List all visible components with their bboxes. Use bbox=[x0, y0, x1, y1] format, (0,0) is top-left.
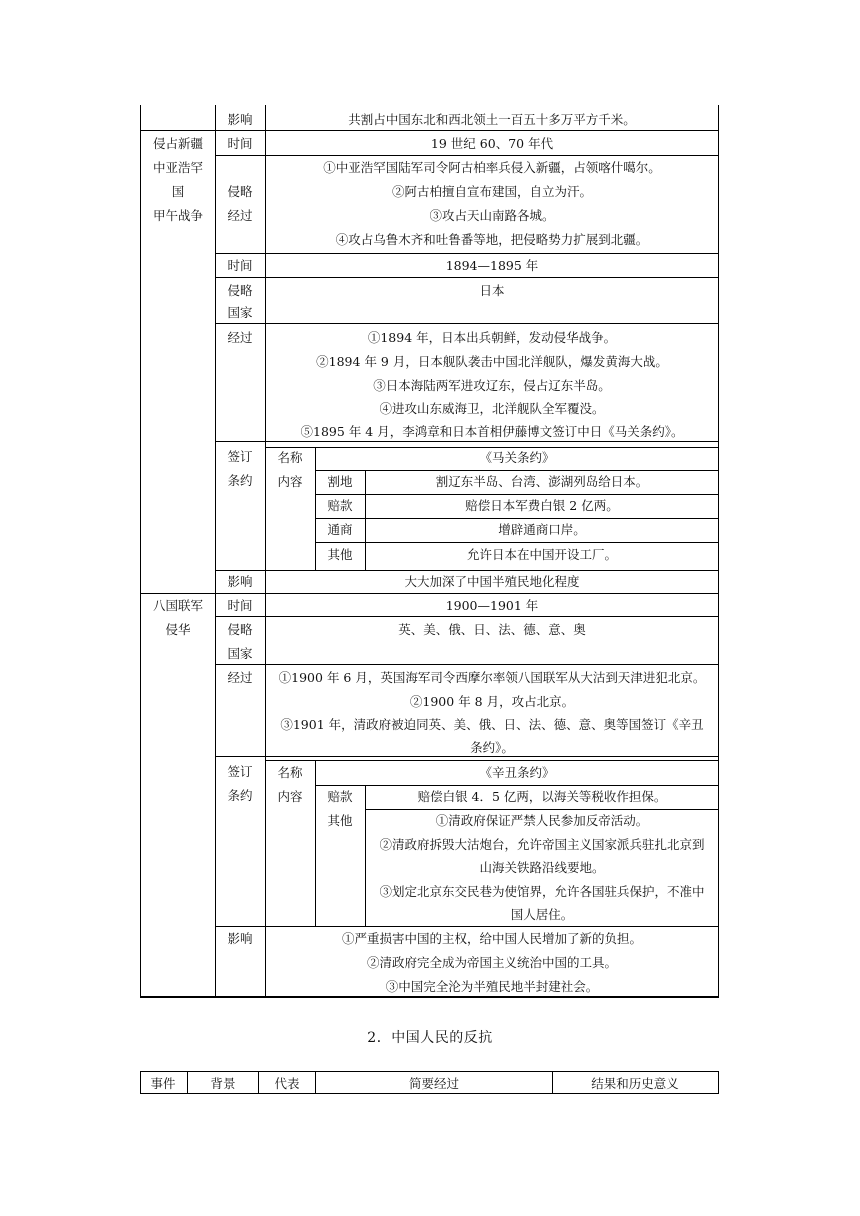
row-label-time: 时间 bbox=[227, 258, 253, 273]
event-name-line: 侵华 bbox=[165, 622, 191, 637]
cell-country: 英、美、俄、日、法、德、意、奥 bbox=[398, 622, 586, 637]
row-label-treaty: 条约 bbox=[227, 788, 253, 803]
table-border-bottom bbox=[140, 996, 719, 998]
content-value: 赔偿白银 4．5 亿两，以海关等税收作担保。 bbox=[417, 789, 667, 804]
treaty-name: 《辛丑条约》 bbox=[479, 765, 555, 780]
cell-time: 1894—1895 年 bbox=[445, 258, 539, 273]
column-divider bbox=[187, 1071, 188, 1094]
content-value: ③划定北京东交民巷为使馆界，允许各国驻兵保护，不准中 bbox=[379, 884, 705, 899]
column-header: 简要经过 bbox=[408, 1076, 460, 1091]
content-value: 山海关铁路沿线要地。 bbox=[479, 860, 605, 875]
row-divider bbox=[315, 785, 719, 786]
course-item: ①中亚浩罕国陆军司令阿古柏率兵侵入新疆，占领喀什噶尔。 bbox=[323, 160, 661, 175]
row-divider bbox=[215, 926, 719, 927]
content-key: 其他 bbox=[327, 547, 353, 562]
treaty-content-label: 内容 bbox=[277, 474, 303, 489]
row-divider bbox=[215, 155, 719, 156]
table-border-left bbox=[140, 105, 141, 997]
cell-time: 19 世纪 60、70 年代 bbox=[430, 136, 554, 151]
row-divider bbox=[215, 570, 719, 571]
row-label-treaty: 签订 bbox=[227, 764, 253, 779]
content-value: 增辟通商口岸。 bbox=[498, 522, 586, 537]
column-header: 背景 bbox=[210, 1076, 236, 1091]
content-key: 赔款 bbox=[327, 789, 353, 804]
table-border-right bbox=[718, 105, 719, 997]
row-divider bbox=[140, 593, 719, 594]
content-key: 通商 bbox=[327, 522, 353, 537]
row-divider bbox=[215, 253, 719, 254]
treaty-name-label: 名称 bbox=[277, 450, 303, 465]
column-divider bbox=[315, 1071, 316, 1094]
cell-time: 1900—1901 年 bbox=[445, 598, 539, 613]
row-divider bbox=[215, 756, 719, 757]
course-item: ②阿古柏擅自宣布建国，自立为汗。 bbox=[391, 184, 593, 199]
treaty-content-label: 内容 bbox=[277, 789, 303, 804]
row-label-country: 国家 bbox=[227, 646, 253, 661]
row-label-course: 经过 bbox=[227, 330, 253, 345]
column-divider bbox=[365, 785, 366, 926]
content-value: 赔偿日本军费白银 2 亿两。 bbox=[465, 498, 619, 513]
content-value: ①清政府保证严禁人民参加反帝活动。 bbox=[435, 813, 649, 828]
course-item: ③日本海陆两军进攻辽东，侵占辽东半岛。 bbox=[373, 378, 611, 393]
treaty-name: 《马关条约》 bbox=[479, 450, 555, 465]
content-key: 其他 bbox=[327, 813, 353, 828]
treaty-name-label: 名称 bbox=[277, 765, 303, 780]
column-header: 结果和历史意义 bbox=[591, 1076, 679, 1091]
row-divider bbox=[315, 494, 719, 495]
column-divider bbox=[265, 105, 266, 997]
row-divider bbox=[140, 1093, 719, 1094]
row-divider bbox=[215, 441, 719, 442]
section-heading: 2．中国人民的反抗 bbox=[367, 1030, 493, 1046]
row-label-course: 经过 bbox=[227, 670, 253, 685]
content-value: 国人居住。 bbox=[510, 907, 574, 922]
column-divider bbox=[215, 105, 216, 997]
content-value: ②清政府拆毁大沽炮台，允许帝国主义国家派兵驻扎北京到 bbox=[379, 837, 705, 852]
event-name-line: 侵占新疆 bbox=[152, 136, 204, 151]
course-item: ⑤1895 年 4 月，李鸿章和日本首相伊藤博文签订中日《马关条约》。 bbox=[300, 424, 684, 439]
row-label-country: 侵略 bbox=[227, 622, 253, 637]
course-item: ①1894 年，日本出兵朝鲜，发动侵华战争。 bbox=[367, 330, 617, 345]
content-value: 允许日本在中国开设工厂。 bbox=[466, 547, 618, 562]
column-divider bbox=[140, 1071, 141, 1094]
event-name: 甲午战争 bbox=[152, 208, 204, 223]
column-divider bbox=[315, 447, 316, 570]
row-divider bbox=[215, 664, 719, 665]
course-item: ④攻占乌鲁木齐和吐鲁番等地，把侵略势力扩展到北疆。 bbox=[335, 232, 649, 247]
row-divider bbox=[265, 447, 719, 448]
column-divider bbox=[552, 1071, 553, 1094]
row-divider bbox=[215, 130, 719, 131]
course-item: ②1900 年 8 月，攻占北京。 bbox=[409, 694, 575, 709]
row-label-impact: 影响 bbox=[227, 112, 253, 127]
impact-item: ①严重损害中国的主权，给中国人民增加了新的负担。 bbox=[341, 931, 643, 946]
row-label-impact: 影响 bbox=[227, 574, 253, 589]
row-divider bbox=[140, 130, 215, 131]
cell-impact-text: 共割占中国东北和西北领土一百五十多万平方千米。 bbox=[348, 112, 636, 127]
row-label-course: 经过 bbox=[227, 208, 253, 223]
row-label-treaty: 条约 bbox=[227, 473, 253, 488]
row-label-time: 时间 bbox=[227, 136, 253, 151]
event-name-line: 国 bbox=[171, 184, 185, 199]
row-label-country: 国家 bbox=[227, 305, 253, 320]
content-key: 割地 bbox=[327, 474, 353, 489]
course-item: ④进攻山东威海卫，北洋舰队全军覆没。 bbox=[379, 401, 605, 416]
row-divider bbox=[315, 542, 719, 543]
row-label-course: 侵略 bbox=[227, 184, 253, 199]
column-header: 代表 bbox=[274, 1076, 300, 1091]
row-label-impact: 影响 bbox=[227, 931, 253, 946]
row-divider bbox=[315, 470, 719, 471]
column-divider bbox=[718, 1071, 719, 1094]
content-key: 赔款 bbox=[327, 498, 353, 513]
event-name-line: 八国联军 bbox=[152, 598, 204, 613]
course-item: ③1901 年，清政府被迫同英、美、俄、日、法、德、意、奥等国签订《辛丑 bbox=[280, 717, 704, 732]
row-divider bbox=[215, 616, 719, 617]
course-item: ②1894 年 9 月，日本舰队袭击中国北洋舰队，爆发黄海大战。 bbox=[316, 354, 668, 369]
course-item: ①1900 年 6 月，英国海军司令西摩尔率领八国联军从大沽到天津进犯北京。 bbox=[278, 670, 706, 685]
row-label-country: 侵略 bbox=[227, 283, 253, 298]
row-divider bbox=[315, 518, 719, 519]
event-name-line: 中亚浩罕 bbox=[152, 160, 204, 175]
row-label-time: 时间 bbox=[227, 598, 253, 613]
cell-country: 日本 bbox=[479, 283, 505, 298]
column-divider bbox=[258, 1071, 259, 1094]
row-divider bbox=[265, 760, 719, 761]
course-item: 条约》。 bbox=[470, 740, 514, 755]
row-label-treaty: 签订 bbox=[227, 449, 253, 464]
impact-item: ②清政府完全成为帝国主义统治中国的工具。 bbox=[366, 955, 618, 970]
table-border-top bbox=[140, 1071, 719, 1072]
course-item: ③攻占天山南路各城。 bbox=[429, 208, 555, 223]
row-divider bbox=[215, 323, 719, 324]
column-header: 事件 bbox=[150, 1076, 176, 1091]
row-divider bbox=[365, 809, 719, 810]
column-divider bbox=[365, 470, 366, 570]
content-value: 割辽东半岛、台湾、澎湖列岛给日本。 bbox=[435, 474, 649, 489]
impact-item: ③中国完全沦为半殖民地半封建社会。 bbox=[385, 979, 599, 994]
row-divider bbox=[215, 277, 719, 278]
cell-impact-text: 大大加深了中国半殖民地化程度 bbox=[404, 574, 580, 589]
